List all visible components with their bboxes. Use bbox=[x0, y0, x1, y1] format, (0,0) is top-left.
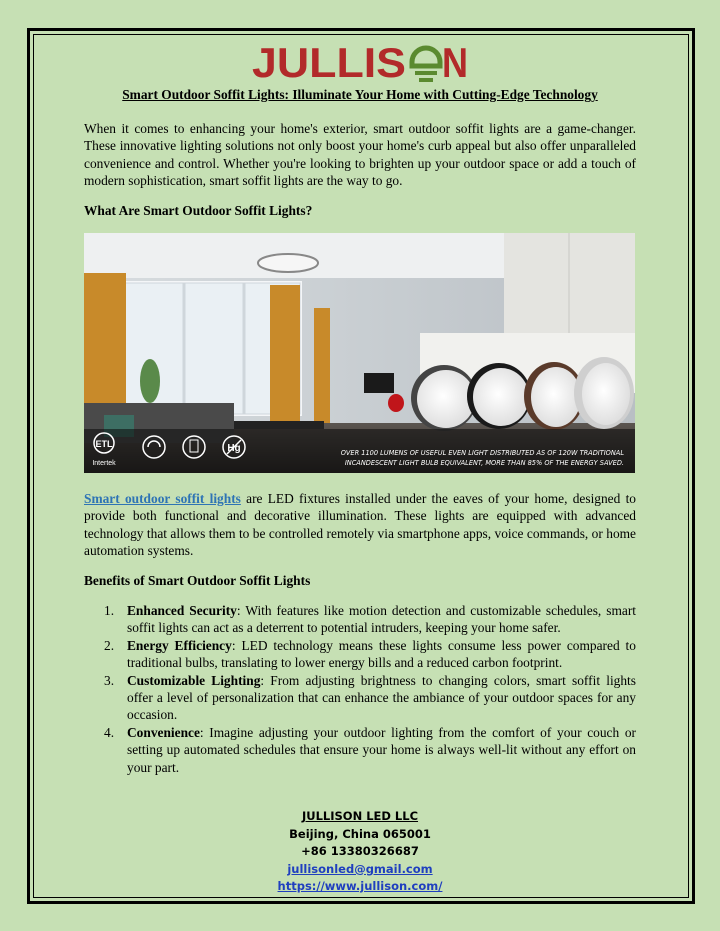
contact-footer bbox=[210, 808, 510, 896]
product-photo bbox=[84, 233, 635, 473]
soffit-lights-link[interactable]: Smart outdoor soffit lights bbox=[84, 491, 241, 506]
company-phone: +86 13380326687 bbox=[301, 844, 419, 858]
email-link[interactable]: jullisonled@gmail.com bbox=[287, 861, 433, 876]
jullison-logo bbox=[252, 40, 468, 84]
intertek-label: Intertek bbox=[92, 460, 116, 467]
benefits-list bbox=[84, 602, 636, 776]
ceiling-light-shape bbox=[258, 254, 318, 272]
section-heading-benefits: Benefits of Smart Outdoor Soffit Lights bbox=[84, 573, 311, 588]
section1-text: are LED fixtures installed under the eaves of your home, designed to provide both functional and decorative illumination. These lights are equipped with advanced technology that allows them to be controlled remotely via smartphone apps, voice commands, or home automation systems. bbox=[84, 491, 636, 559]
hg-label: Hg bbox=[227, 443, 241, 454]
photo-caption-line1: OVER 1100 LUMENS OF USEFUL EVEN LIGHT DISTRIBUTED AS OF 120W TRADITIONAL bbox=[340, 449, 624, 457]
company-name: JULLISON LED LLC bbox=[301, 809, 419, 823]
section1-paragraph bbox=[84, 490, 636, 560]
company-address: Beijing, China 065001 bbox=[289, 826, 431, 841]
website-link[interactable]: https://www.jullison.com/ bbox=[277, 879, 443, 893]
article-title: Smart Outdoor Soffit Lights: Illuminate Your Home with Cutting-Edge Technology bbox=[122, 87, 598, 102]
intro-paragraph: When it comes to enhancing your home's exterior, smart outdoor soffit lights are a game-changer. These innovative lighting solutions not only boost your home's curb appeal but also offer unparalleled convenience and control. Whether you're looking to brighten up your outdoor space or add a touch of modern sophistication, smart soffit lights are the way to go. bbox=[84, 121, 636, 189]
bulb-icon bbox=[412, 48, 440, 82]
logo-text-right: N bbox=[442, 39, 468, 86]
list-item: 4. Convenience: Imagine adjusting your outdoor lighting from the comfort of your couch or setting up automated schedules that ensure your home is always well-lit without any effort on your part. bbox=[104, 724, 636, 775]
logo-text-left: JULLIS bbox=[252, 39, 406, 86]
list-item: 3. Customizable Lighting: From adjusting brightness to changing colors, smart soffit lights offer a level of personalization that can enhance the ambiance of your outdoor spaces for any occasion. bbox=[104, 672, 636, 723]
list-item: 1. Enhanced Security: With features like motion detection and customizable schedules, smart soffit lights can act as a deterrent to potential intruders, keeping your home safer. bbox=[104, 603, 637, 636]
photo-caption-line2: INCANDESCENT LIGHT BULB EQUIVALENT, MORE THAN 85% OF THE ENERGY SAVED. bbox=[344, 459, 624, 467]
list-item: 2. Energy Efficiency: LED technology means these lights consume less power compared to traditional bulbs, translating to lower energy bills and a reduced carbon footprint. bbox=[104, 637, 636, 671]
section-heading-what-are: What Are Smart Outdoor Soffit Lights? bbox=[84, 203, 313, 218]
etl-label: ETL bbox=[95, 439, 113, 449]
